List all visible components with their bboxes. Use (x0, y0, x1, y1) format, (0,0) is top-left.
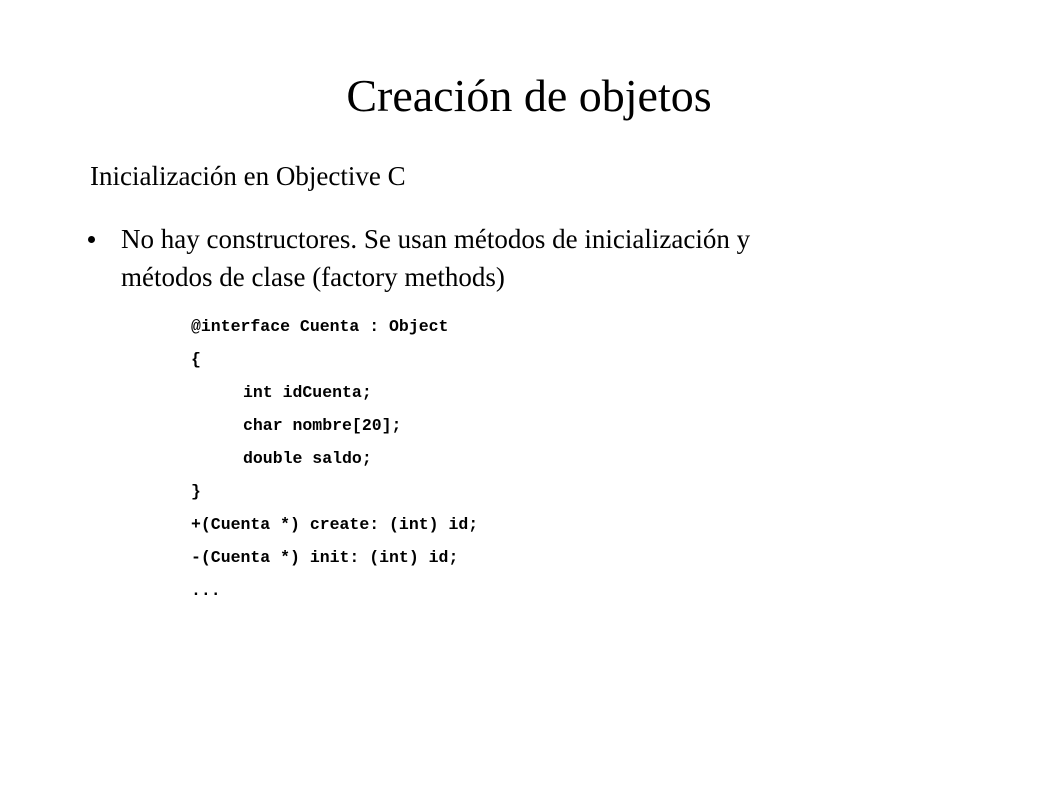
code-line-interface: @interface Cuenta : Object (191, 317, 449, 336)
bullet-text (121, 220, 901, 296)
slide-title: Creación de objetos (346, 70, 712, 121)
code-block (191, 314, 478, 611)
code-line-idcuenta: int idCuenta; (243, 383, 372, 402)
bullet-line-2: métodos de clase (factory methods) (121, 262, 505, 292)
code-line-nombre: char nombre[20]; (243, 416, 402, 435)
bullet-line-1: No hay constructores. Se usan métodos de inicialización y (121, 224, 751, 254)
code-line-init: -(Cuenta *) init: (int) id; (191, 548, 459, 567)
code-line-ellipsis: ... (191, 581, 221, 600)
code-line-close-brace: } (191, 482, 201, 501)
code-line-saldo: double saldo; (243, 449, 372, 468)
bullet-dot-icon (88, 236, 95, 243)
code-line-open-brace: { (191, 350, 201, 369)
code-line-create: +(Cuenta *) create: (int) id; (191, 515, 479, 534)
slide-subtitle: Inicialización en Objective C (90, 161, 406, 191)
